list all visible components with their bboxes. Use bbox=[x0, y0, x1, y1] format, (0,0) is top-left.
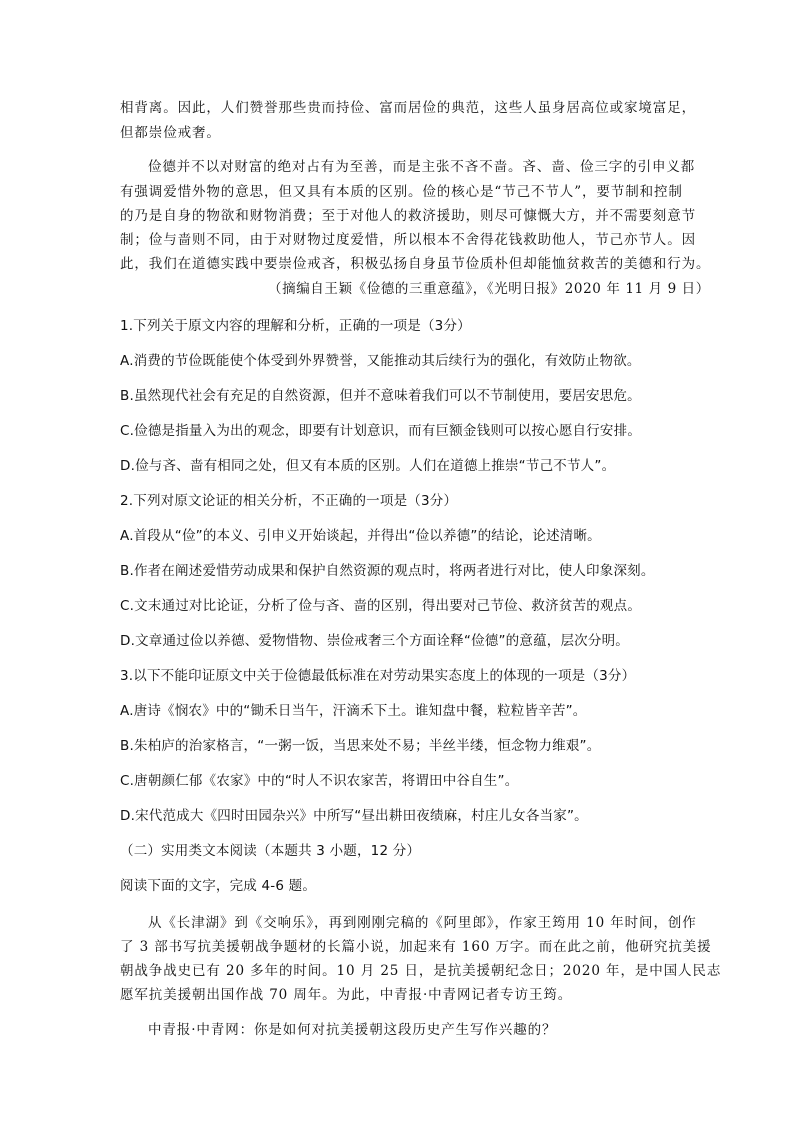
question-option: C.唐朝颜仁郁《农家》中的“时人不识农家苦，将谓田中谷自生”。 bbox=[120, 773, 519, 789]
question-option: D.文章通过俭以养德、爱物惜物、崇俭戒奢三个方面诠释“俭德”的意蕴，层次分明。 bbox=[120, 633, 629, 649]
section-heading: （二）实用类文本阅读（本题共 3 小题，12 分） bbox=[120, 843, 421, 859]
question-option: C.俭德是指量入为出的观念，即要有计划意识，而有巨额金钱则可以按心愿自行安排。 bbox=[120, 423, 642, 439]
passage-line: 愿军抗美援朝出国作战 70 周年。为此，中青报·中青网记者专访王筠。 bbox=[120, 987, 573, 1003]
question-stem: 1.下列关于原文内容的理解和分析，正确的一项是（3分） bbox=[120, 318, 471, 334]
question-stem: 2.下列对原文论证的相关分析，不正确的一项是（3分） bbox=[120, 493, 458, 509]
passage-line: 有强调爱惜外物的意思，但又具有本质的区别。俭的核心是“节己不节人”，要节制和控制 bbox=[120, 184, 683, 200]
question-option: D.宋代范成大《四时田园杂兴》中所写“昼出耕田夜绩麻，村庄儿女各当家”。 bbox=[120, 808, 588, 824]
interview-question: 中青报·中青网：你是如何对抗美援朝这段历史产生写作兴趣的？ bbox=[148, 1022, 557, 1038]
question-option: A.首段从“俭”的本义、引申义开始谈起，并得出“俭以养德”的结论，论述清晰。 bbox=[120, 528, 601, 544]
passage-line: 制；俭与啬则不同，由于对财物过度爱惜，所以根本不舍得花钱救助他人，节己亦节人。因 bbox=[120, 232, 696, 248]
passage-line: 但都崇俭戒奢。 bbox=[120, 125, 221, 141]
passage-line: 朝战争战史已有 20 多年的时间。10 月 25 日，是抗美援朝纪念日；2020 年，是中国人民志 bbox=[120, 963, 722, 979]
section-instruction: 阅读下面的文字，完成 4-6 题。 bbox=[120, 878, 317, 894]
passage-line: 了 3 部书写抗美援朝战争题材的长篇小说，加起来有 160 万字。而在此之前，他研究抗美援 bbox=[120, 939, 712, 955]
question-option: A.消费的节俭既能使个体受到外界赞誉，又能推动其后续行为的强化，有效防止物欲。 bbox=[120, 353, 641, 369]
passage-line: 此，我们在道德实践中要崇俭戒吝，积极弘扬自身虽节俭质朴但却能恤贫救苦的美德和行为。 bbox=[120, 256, 711, 272]
question-option: D.俭与吝、啬有相同之处，但又有本质的区别。人们在道德上推崇“节己不节人”。 bbox=[120, 458, 616, 474]
question-option: B.虽然现代社会有充足的自然资源，但并不意味着我们可以不节制使用，要居安思危。 bbox=[120, 388, 641, 404]
question-option: A.唐诗《悯农》中的“锄禾日当午，汗滴禾下土。谁知盘中餐，粒粒皆辛苦”。 bbox=[120, 703, 587, 719]
passage-line: 相背离。因此，人们赞誉那些贵而持俭、富而居俭的典范，这些人虽身居高位或家境富足， bbox=[120, 100, 696, 116]
question-option: B.朱柏庐的治家格言，“一粥一饭，当思来处不易；半丝半缕，恒念物力维艰”。 bbox=[120, 738, 601, 754]
passage-line: 从《长津湖》到《交响乐》，再到刚刚完稿的《阿里郎》，作家王筠用 10 年时间，创作 bbox=[148, 915, 697, 931]
question-option: C.文末通过对比论证，分析了俭与吝、啬的区别，得出要对己节俭、救济贫苦的观点。 bbox=[120, 598, 642, 614]
question-stem: 3.以下不能印证原文中关于俭德最低标准在对劳动果实态度上的体现的一项是（3分） bbox=[120, 668, 636, 684]
source-citation: （摘编自王颖《俭德的三重意蕴》，《光明日报》2020 年 11 月 9 日） bbox=[268, 281, 710, 297]
passage-line: 的乃是自身的物欲和财物消费；至于对他人的救济援助，则尽可慷慨大方，并不需要刻意节 bbox=[120, 208, 696, 224]
question-option: B.作者在阐述爱惜劳动成果和保护自然资源的观点时，将两者进行对比，使人印象深刻。 bbox=[120, 563, 655, 579]
passage-line: 俭德并不以对财富的绝对占有为至善，而是主张不吝不啬。吝、啬、俭三字的引申义都 bbox=[148, 159, 696, 175]
